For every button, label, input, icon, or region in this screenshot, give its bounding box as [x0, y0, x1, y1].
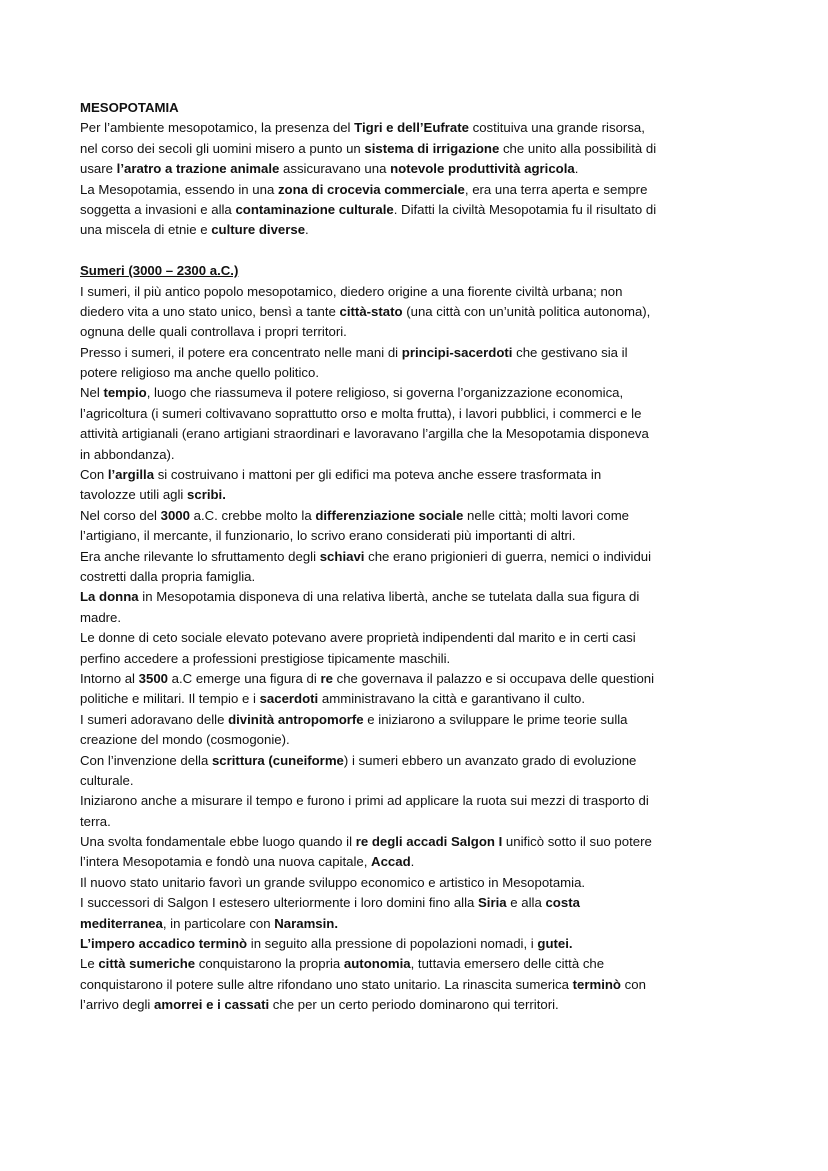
- text-run: l’intera Mesopotamia e fondò una nuova capitale,: [80, 854, 372, 870]
- text-line: [80, 893, 760, 913]
- text-line: [80, 282, 760, 302]
- bold-text: costa: [545, 895, 580, 911]
- text-run: politiche e militari. Il tempio e i: [80, 691, 260, 707]
- text-run: culturale.: [80, 772, 134, 788]
- text-run: Il nuovo stato unitario favorì un grande sviluppo economico e artistico in Mesopotamia.: [80, 874, 586, 890]
- text-run: Nel: [80, 385, 104, 401]
- text-run: in abbondanza).: [80, 446, 175, 462]
- text-line: [80, 914, 760, 934]
- bold-text: L’impero accadico terminò: [80, 936, 248, 952]
- text-line: [80, 730, 760, 750]
- text-run: La Mesopotamia, essendo in una: [80, 181, 278, 197]
- bold-text: scrittura (cuneiforme: [211, 752, 344, 768]
- text-run: Le donne di ceto sociale elevato potevano avere proprietà indipendenti dal marito e in certi casi: [80, 630, 636, 646]
- text-line: [80, 873, 760, 893]
- text-line: [80, 485, 760, 505]
- text-run: Una svolta fondamentale ebbe luogo quando il: [80, 834, 356, 850]
- text-run: Iniziarono anche a misurare il tempo e furono i primi ad applicare la ruota sui mezzi di trasporto di: [80, 793, 649, 809]
- bold-text: notevole produttività agricola: [390, 161, 575, 177]
- text-run: .: [305, 222, 309, 238]
- text-line: [80, 159, 760, 179]
- text-run: a.C. crebbe molto la: [189, 507, 316, 523]
- bold-text: MESOPOTAMIA: [80, 100, 179, 115]
- bold-text: principi-sacerdoti: [401, 344, 513, 360]
- text-run: . Difatti la civiltà Mesopotamia fu il risultato di: [393, 201, 657, 217]
- text-run: in seguito alla pressione di popolazioni nomadi, i: [247, 936, 538, 952]
- text-run: Presso i sumeri, il potere era concentrato nelle mani di: [80, 344, 402, 360]
- bold-text: contaminazione culturale: [235, 201, 394, 217]
- text-run: Le: [80, 956, 99, 972]
- bold-text: città-stato: [339, 303, 403, 319]
- text-run: tavolozze utili agli: [80, 487, 188, 503]
- bold-text: divinità antropomorfe: [228, 711, 364, 727]
- text-run: che governava il palazzo e si occupava delle questioni: [332, 670, 655, 686]
- text-line: [80, 506, 760, 526]
- bold-text: re degli accadi Salgon I: [355, 834, 503, 850]
- bold-text: differenziazione sociale: [315, 507, 464, 523]
- text-run: , tuttavia emersero delle città che: [410, 956, 605, 972]
- bold-text: mediterranea: [80, 915, 163, 931]
- text-run: terra.: [80, 813, 111, 829]
- text-run: potere religioso ma anche quello politico.: [80, 365, 319, 381]
- text-run: con: [620, 976, 646, 992]
- text-run: l’artigiano, il mercante, il funzionario, lo scrivo erano considerati più importanti di altri.: [80, 528, 576, 544]
- text-line: [80, 322, 760, 342]
- text-run: usare: [80, 161, 117, 177]
- text-line: [80, 608, 760, 628]
- text-run: nelle città; molti lavori come: [463, 507, 630, 523]
- text-run: .: [410, 854, 415, 870]
- text-run: conquistarono la propria: [195, 956, 344, 972]
- bold-text: l’aratro a trazione animale: [116, 161, 280, 177]
- bold-text: l’argilla: [107, 467, 155, 483]
- text-line: [80, 383, 760, 403]
- text-run: costretti dalla propria famiglia.: [80, 568, 256, 584]
- text-run: Con l’invenzione della: [80, 752, 212, 768]
- bold-text: gutei.: [537, 936, 573, 952]
- bold-text: Siria: [478, 895, 507, 911]
- text-line: [80, 710, 760, 730]
- text-line: [80, 812, 760, 832]
- text-run: che unito alla possibilità di: [499, 140, 657, 156]
- text-run: l’arrivo degli: [80, 997, 155, 1013]
- text-line: [80, 404, 760, 424]
- text-run: Intorno al: [80, 670, 139, 686]
- text-run: madre.: [80, 609, 122, 625]
- text-run: I sumeri adoravano delle: [80, 711, 229, 727]
- text-run: Era anche rilevante lo sfruttamento degli: [80, 548, 320, 564]
- bold-text: sacerdoti: [259, 691, 319, 707]
- text-line: [80, 465, 760, 485]
- text-line: [80, 302, 760, 322]
- text-line: [80, 954, 760, 974]
- bold-text: 3500: [138, 670, 168, 686]
- text-run: unificò sotto il suo potere: [502, 834, 652, 850]
- text-run: conquistarono il potere sulle altre rifondano uno stato unitario. La rinascita sumerica: [80, 976, 573, 992]
- bold-text: città sumeriche: [98, 956, 196, 972]
- bold-text: scribi.: [187, 487, 226, 503]
- text-line: [80, 669, 760, 689]
- text-line: [80, 445, 760, 465]
- text-run: nel corso dei secoli gli uomini misero a punto un: [80, 140, 365, 156]
- bold-text: La donna: [80, 589, 139, 605]
- text-run: ) i sumeri ebbero un avanzato grado di evoluzione: [343, 752, 637, 768]
- text-run: a.C emerge una figura di: [168, 670, 321, 686]
- text-line: [80, 689, 760, 709]
- text-run: creazione del mondo (cosmogonie).: [80, 732, 290, 748]
- bold-text: Tigri e dell’Eufrate: [354, 120, 469, 136]
- text-line: [80, 852, 760, 872]
- text-run: Per l’ambiente mesopotamico, la presenza del: [80, 120, 355, 136]
- bold-text: Sumeri (3000 – 2300 a.C.): [80, 263, 239, 279]
- text-run: in Mesopotamia disponeva di una relativa libertà, anche se tutelata dalla sua figura di: [138, 589, 640, 605]
- bold-text: schiavi: [319, 548, 365, 564]
- text-run: , luogo che riassumeva il potere religioso, si governa l’organizzazione economica,: [146, 385, 624, 401]
- text-line: [80, 118, 760, 138]
- text-line: [80, 934, 760, 954]
- bold-text: terminò: [572, 976, 621, 992]
- bold-text: amorrei e i cassati: [154, 997, 270, 1013]
- text-run: che gestivano sia il: [512, 344, 628, 360]
- text-line: [80, 200, 760, 220]
- text-line: [80, 424, 760, 444]
- text-line: [80, 343, 760, 363]
- text-run: amministravano la città e garantivano il culto.: [318, 691, 586, 707]
- text-run: che erano prigionieri di guerra, nemici o individui: [364, 548, 652, 564]
- text-line: [80, 832, 760, 852]
- text-run: soggetta a invasioni e alla: [80, 201, 236, 217]
- text-line: [80, 139, 760, 159]
- text-run: I successori di Salgon I estesero ulteriormente i loro domini fino alla: [80, 895, 479, 911]
- bold-text: autonomia: [343, 956, 411, 972]
- text-line: [80, 241, 760, 261]
- text-line: [80, 220, 760, 240]
- section-heading: [80, 261, 760, 281]
- text-run: e alla: [506, 895, 546, 911]
- bold-text: tempio: [103, 385, 147, 401]
- text-line: [80, 771, 760, 791]
- text-line: [80, 567, 760, 587]
- text-run: Con: [80, 467, 108, 483]
- text-run: .: [574, 161, 579, 177]
- text-line: [80, 547, 760, 567]
- document-title: [80, 98, 760, 118]
- bold-text: 3000: [160, 507, 190, 523]
- text-line: [80, 995, 760, 1015]
- text-line: [80, 791, 760, 811]
- bold-text: Naramsin.: [274, 915, 339, 931]
- text-line: [80, 526, 760, 546]
- text-run: attività artigianali (erano artigiani straordinari e lavoravano l’argilla che la Mesopotamia disponeva: [80, 426, 649, 442]
- text-run: e iniziarono a sviluppare le prime teorie sulla: [363, 711, 628, 727]
- bold-text: sistema di irrigazione: [364, 140, 500, 156]
- text-line: [80, 587, 760, 607]
- text-run: perfino accedere a professioni prestigiose tipicamente maschili.: [80, 650, 451, 666]
- text-line: [80, 628, 760, 648]
- text-run: una miscela di etnie e: [80, 222, 212, 238]
- text-run: diedero vita a uno stato unico, bensì a tante: [80, 303, 340, 319]
- text-run: , in particolare con: [162, 915, 275, 931]
- bold-text: Accad: [371, 854, 411, 870]
- text-run: assicuravano una: [279, 161, 391, 177]
- bold-text: culture diverse: [211, 222, 306, 238]
- text-run: ognuna delle quali controllava i propri territori.: [80, 324, 347, 340]
- text-run: Nel corso del: [80, 507, 161, 523]
- bold-text: zona di crocevia commerciale: [277, 181, 465, 197]
- text-run: si costruivano i mattoni per gli edifici ma poteva anche essere trasformata in: [154, 467, 602, 483]
- text-line: [80, 180, 760, 200]
- text-run: (una città con un’unità politica autonoma),: [402, 303, 651, 319]
- document-page: [80, 98, 760, 1016]
- text-run: costituiva una grande risorsa,: [468, 120, 645, 136]
- text-line: [80, 363, 760, 383]
- text-line: [80, 975, 760, 995]
- bold-text: re: [320, 670, 333, 686]
- text-run: , era una terra aperta e sempre: [464, 181, 648, 197]
- text-run: I sumeri, il più antico popolo mesopotamico, diedero origine a una fiorente civiltà urbana; non: [80, 283, 623, 299]
- text-line: [80, 751, 760, 771]
- text-line: [80, 649, 760, 669]
- text-run: l’agricoltura (i sumeri coltivavano soprattutto orso e molta frutta), i lavori pubblici, i commerci e le: [80, 405, 642, 421]
- text-run: che per un certo periodo dominarono qui territori.: [269, 997, 559, 1013]
